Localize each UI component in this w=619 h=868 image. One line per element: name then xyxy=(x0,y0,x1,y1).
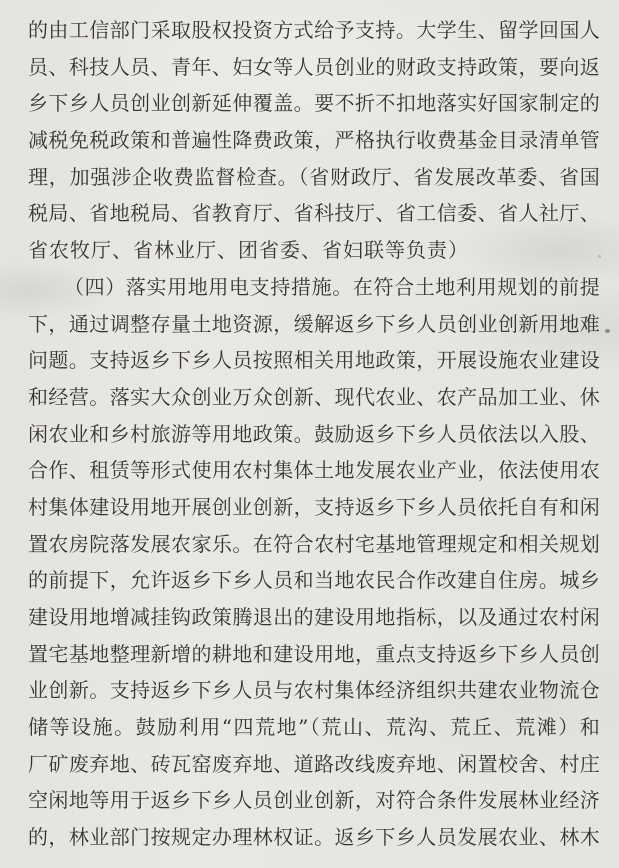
text-line: 乡下乡人员创业创新延伸覆盖。要不折不扣地落实好国家制定的 xyxy=(28,91,600,116)
text-line: 减税免税政策和普遍性降费政策，严格执行收费基金目录清单管 xyxy=(28,128,600,153)
text-line: 的，林业部门按规定办理林权证。返乡下乡人员发展农业、林木 xyxy=(28,825,600,850)
text-line: 税局、省地税局、省教育厅、省科技厅、省工信委、省人社厅、 xyxy=(28,201,600,226)
text-line: 的由工信部门采取股权投资方式给予支持。大学生、留学回国人 xyxy=(28,18,600,42)
document-text-block xyxy=(28,12,600,856)
text-line: 和经营。落实大众创业万众创新、现代农业、农产品加工业、休 xyxy=(28,384,600,409)
scan-speck xyxy=(605,329,610,333)
text-line: 置宅基地整理新增的耕地和建设用地，重点支持返乡下乡人员创 xyxy=(28,641,600,666)
text-line: 员、科技人员、青年、妇女等人员创业的财政支持政策，要向返 xyxy=(28,54,600,79)
text-line: 的前提下，允许返乡下乡人员和当地农民合作改建自住房。城乡 xyxy=(28,568,600,593)
text-line: 建设用地增减挂钩政策腾退出的建设用地指标，以及通过农村闲 xyxy=(28,605,600,629)
text-line: 村集体建设用地开展创业创新，支持返乡下乡人员依托自有和闲 xyxy=(28,494,600,519)
text-line-paragraph-end: 省农牧厅、省林业厅、团省委、省妇联等负责） xyxy=(28,238,469,263)
text-line: 储等设施。鼓励利用“四荒地”（荒山、荒沟、荒丘、荒滩）和 xyxy=(28,715,600,740)
text-line: 厂矿废弃地、砖瓦窑废弃地、道路改线废弃地、闲置校舍、村庄 xyxy=(28,751,600,776)
text-line: 问题。支持返乡下乡人员按照相关用地政策，开展设施农业建设 xyxy=(28,348,600,373)
text-line: 理，加强涉企收费监督检查。（省财政厅、省发展改革委、省国 xyxy=(28,164,600,189)
text-line: 闲农业和乡村旅游等用地政策。鼓励返乡下乡人员依法以入股、 xyxy=(28,421,600,446)
text-line: 合作、租赁等形式使用农村集体土地发展农业产业，依法使用农 xyxy=(28,458,600,483)
text-line-paragraph-start: （四）落实用地用电支持措施。在符合土地利用规划的前提 xyxy=(64,274,600,299)
text-line: 业创新。支持返乡下乡人员与农村集体经济组织共建农业物流仓 xyxy=(28,678,600,703)
text-line: 置农房院落发展农家乐。在符合农村宅基地管理规定和相关规划 xyxy=(28,531,600,556)
scan-speck xyxy=(598,255,601,258)
text-line: 空闲地等用于返乡下乡人员创业创新，对符合条件发展林业经济 xyxy=(28,788,600,813)
text-line: 下，通过调整存量土地资源，缓解返乡下乡人员创业创新用地难 xyxy=(28,311,600,336)
